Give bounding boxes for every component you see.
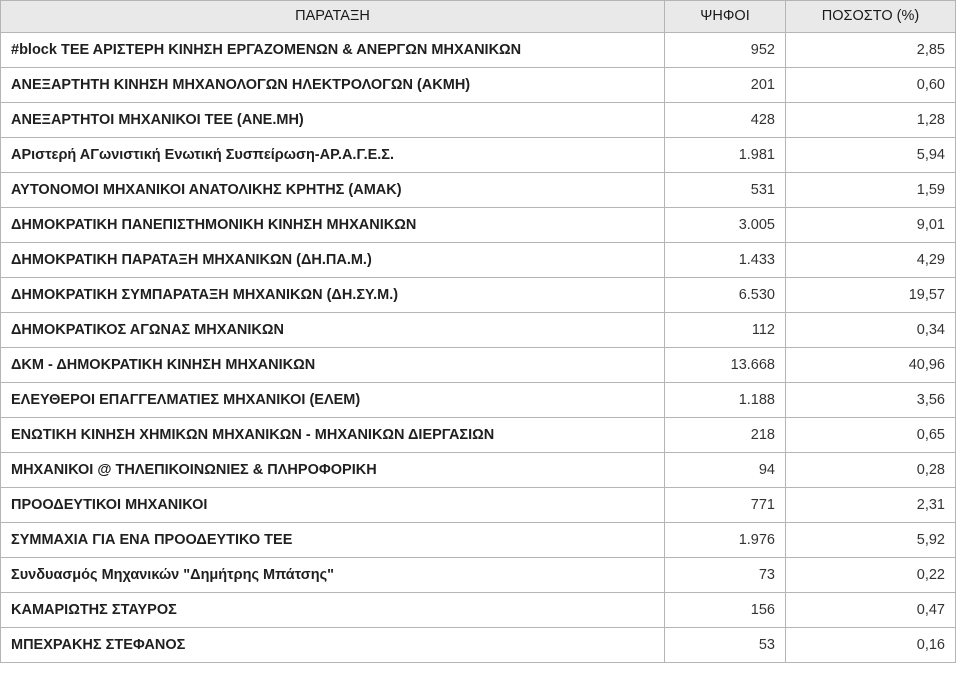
table-row	[1, 523, 956, 558]
votes-cell: 952	[665, 33, 786, 68]
table-row	[1, 453, 956, 488]
votes-cell: 112	[665, 313, 786, 348]
votes-cell: 1.981	[665, 138, 786, 173]
votes-cell: 53	[665, 628, 786, 663]
votes-cell: 1.976	[665, 523, 786, 558]
table-row	[1, 243, 956, 278]
table-row	[1, 558, 956, 593]
party-name-cell: ΜΠΕΧΡΑΚΗΣ ΣΤΕΦΑΝΟΣ	[1, 628, 665, 663]
table-row	[1, 138, 956, 173]
votes-cell: 1.433	[665, 243, 786, 278]
party-name-cell: ΑΝΕΞΑΡΤΗΤΗ ΚΙΝΗΣΗ ΜΗΧΑΝΟΛΟΓΩΝ ΗΛΕΚΤΡΟΛΟΓΩΝ (ΑΚΜΗ)	[1, 68, 665, 103]
percent-cell: 9,01	[786, 208, 956, 243]
votes-cell: 428	[665, 103, 786, 138]
party-name-cell: ΑΝΕΞΑΡΤΗΤΟΙ ΜΗΧΑΝΙΚΟΙ ΤΕΕ (ΑΝΕ.ΜΗ)	[1, 103, 665, 138]
party-name-cell: Συνδυασμός Μηχανικών "Δημήτρης Μπάτσης"	[1, 558, 665, 593]
party-name-cell: ΣΥΜΜΑΧΙΑ ΓΙΑ ΕΝΑ ΠΡΟΟΔΕΥΤΙΚΟ ΤΕΕ	[1, 523, 665, 558]
votes-cell: 771	[665, 488, 786, 523]
votes-cell: 201	[665, 68, 786, 103]
votes-cell: 6.530	[665, 278, 786, 313]
party-name-cell: ΠΡΟΟΔΕΥΤΙΚΟΙ ΜΗΧΑΝΙΚΟΙ	[1, 488, 665, 523]
party-name-cell: #block ΤΕΕ ΑΡΙΣΤΕΡΗ ΚΙΝΗΣΗ ΕΡΓΑΖΟΜΕΝΩΝ & ΑΝΕΡΓΩΝ ΜΗΧΑΝΙΚΩΝ	[1, 33, 665, 68]
party-name-cell: ΕΛΕΥΘΕΡΟΙ ΕΠΑΓΓΕΛΜΑΤΙΕΣ ΜΗΧΑΝΙΚΟΙ (ΕΛΕΜ)	[1, 383, 665, 418]
header-party: ΠΑΡΑΤΑΞΗ	[1, 1, 665, 33]
header-percent: ΠΟΣΟΣΤΟ (%)	[786, 1, 956, 33]
party-name-cell: ΔΗΜΟΚΡΑΤΙΚΗ ΠΑΝΕΠΙΣΤΗΜΟΝΙΚΗ ΚΙΝΗΣΗ ΜΗΧΑΝΙΚΩΝ	[1, 208, 665, 243]
party-name-cell: ΕΝΩΤΙΚΗ ΚΙΝΗΣΗ ΧΗΜΙΚΩΝ ΜΗΧΑΝΙΚΩΝ - ΜΗΧΑΝΙΚΩΝ ΔΙΕΡΓΑΣΙΩΝ	[1, 418, 665, 453]
percent-cell: 0,60	[786, 68, 956, 103]
table-row	[1, 33, 956, 68]
percent-cell: 2,85	[786, 33, 956, 68]
percent-cell: 1,59	[786, 173, 956, 208]
percent-cell: 0,34	[786, 313, 956, 348]
table-row	[1, 593, 956, 628]
party-name-cell: ΚΑΜΑΡΙΩΤΗΣ ΣΤΑΥΡΟΣ	[1, 593, 665, 628]
percent-cell: 5,94	[786, 138, 956, 173]
party-name-cell: ΔΗΜΟΚΡΑΤΙΚΗ ΣΥΜΠΑΡΑΤΑΞΗ ΜΗΧΑΝΙΚΩΝ (ΔΗ.ΣΥ.Μ.)	[1, 278, 665, 313]
table-row	[1, 173, 956, 208]
votes-cell: 156	[665, 593, 786, 628]
percent-cell: 0,28	[786, 453, 956, 488]
party-name-cell: ΜΗΧΑΝΙΚΟΙ @ ΤΗΛΕΠΙΚΟΙΝΩΝΙΕΣ & ΠΛΗΡΟΦΟΡΙΚΗ	[1, 453, 665, 488]
table-row	[1, 383, 956, 418]
table-row	[1, 418, 956, 453]
percent-cell: 0,22	[786, 558, 956, 593]
header-row	[1, 1, 956, 33]
header-votes: ΨΗΦΟΙ	[665, 1, 786, 33]
table-row	[1, 208, 956, 243]
votes-cell: 531	[665, 173, 786, 208]
table-header	[1, 1, 956, 33]
percent-cell: 3,56	[786, 383, 956, 418]
table-row	[1, 628, 956, 663]
table-row	[1, 313, 956, 348]
party-name-cell: ΑΥΤΟΝΟΜΟΙ ΜΗΧΑΝΙΚΟΙ ΑΝΑΤΟΛΙΚΗΣ ΚΡΗΤΗΣ (ΑΜΑΚ)	[1, 173, 665, 208]
table-row	[1, 68, 956, 103]
percent-cell: 1,28	[786, 103, 956, 138]
party-name-cell: ΔΚΜ - ΔΗΜΟΚΡΑΤΙΚΗ ΚΙΝΗΣΗ ΜΗΧΑΝΙΚΩΝ	[1, 348, 665, 383]
party-name-cell: ΔΗΜΟΚΡΑΤΙΚΟΣ ΑΓΩΝΑΣ ΜΗΧΑΝΙΚΩΝ	[1, 313, 665, 348]
party-name-cell: ΔΗΜΟΚΡΑΤΙΚΗ ΠΑΡΑΤΑΞΗ ΜΗΧΑΝΙΚΩΝ (ΔΗ.ΠΑ.Μ.)	[1, 243, 665, 278]
percent-cell: 2,31	[786, 488, 956, 523]
votes-cell: 3.005	[665, 208, 786, 243]
votes-cell: 13.668	[665, 348, 786, 383]
votes-cell: 1.188	[665, 383, 786, 418]
percent-cell: 40,96	[786, 348, 956, 383]
party-name-cell: ΑΡιστερή ΑΓωνιστική Ενωτική Συσπείρωση-ΑΡ.Α.Γ.Ε.Σ.	[1, 138, 665, 173]
percent-cell: 19,57	[786, 278, 956, 313]
table-row	[1, 348, 956, 383]
votes-cell: 218	[665, 418, 786, 453]
percent-cell: 0,47	[786, 593, 956, 628]
percent-cell: 5,92	[786, 523, 956, 558]
percent-cell: 0,65	[786, 418, 956, 453]
table-body	[1, 33, 956, 663]
percent-cell: 4,29	[786, 243, 956, 278]
percent-cell: 0,16	[786, 628, 956, 663]
table-row	[1, 488, 956, 523]
table-row	[1, 103, 956, 138]
table-row	[1, 278, 956, 313]
votes-cell: 73	[665, 558, 786, 593]
votes-cell: 94	[665, 453, 786, 488]
